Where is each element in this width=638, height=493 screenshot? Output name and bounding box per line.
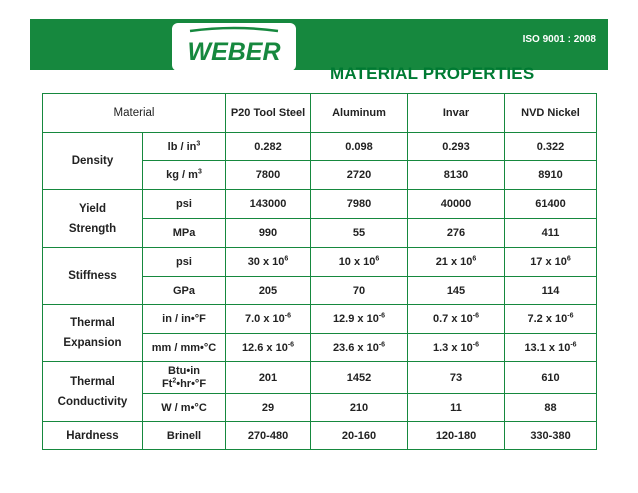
- table-row: [43, 422, 597, 450]
- property-density: Density: [43, 133, 143, 190]
- table-row: [43, 305, 597, 334]
- value-cell: 29: [226, 394, 311, 422]
- value-cell: 13.1 x $10^{-6}$: [505, 334, 597, 362]
- value-cell: 114: [505, 277, 597, 305]
- value-cell: 23.6 x $10^{-6}$: [311, 334, 408, 362]
- unit-cell: mm / mm•°C: [143, 334, 226, 362]
- value-cell: 276: [408, 219, 505, 248]
- property-hardness: Hardness: [43, 422, 143, 450]
- table-row: [43, 362, 597, 394]
- header-aluminum: Aluminum: [311, 94, 408, 133]
- value-cell: 120-180: [408, 422, 505, 450]
- value-cell: 12.6 x $10^{-6}$: [226, 334, 311, 362]
- header-banner: [30, 19, 608, 70]
- header-nvd-nickel: NVD Nickel: [505, 94, 597, 133]
- value-cell: 12.9 x $10^{-6}$: [311, 305, 408, 334]
- table-row: [43, 133, 597, 161]
- unit-cell: psi: [143, 190, 226, 219]
- unit-cell: psi: [143, 248, 226, 277]
- property-thermal-expansion: Thermal Expansion: [43, 305, 143, 362]
- value-cell: 205: [226, 277, 311, 305]
- value-cell: 7980: [311, 190, 408, 219]
- value-cell: 330-380: [505, 422, 597, 450]
- value-cell: 7800: [226, 161, 311, 190]
- value-cell: 7.2 x $10^{-6}$: [505, 305, 597, 334]
- value-cell: 0.293: [408, 133, 505, 161]
- value-cell: 0.322: [505, 133, 597, 161]
- unit-cell: Brinell: [143, 422, 226, 450]
- value-cell: 201: [226, 362, 311, 394]
- material-properties-table: [42, 93, 597, 450]
- unit-cell: kg / $m^3$: [143, 161, 226, 190]
- value-cell: 1452: [311, 362, 408, 394]
- unit-cell: GPa: [143, 277, 226, 305]
- value-cell: 1.3 x $10^{-6}$: [408, 334, 505, 362]
- table-row: [43, 248, 597, 277]
- value-cell: 8910: [505, 161, 597, 190]
- value-cell: 30 x $10^6$: [226, 248, 311, 277]
- value-cell: 0.098: [311, 133, 408, 161]
- value-cell: 0.7 x $10^{-6}$: [408, 305, 505, 334]
- value-cell: 145: [408, 277, 505, 305]
- unit-cell: W / m•°C: [143, 394, 226, 422]
- value-cell: 11: [408, 394, 505, 422]
- value-cell: 20-160: [311, 422, 408, 450]
- property-yield-strength: Yield Strength: [43, 190, 143, 248]
- value-cell: 143000: [226, 190, 311, 219]
- unit-cell: MPa: [143, 219, 226, 248]
- value-cell: 270-480: [226, 422, 311, 450]
- logo-text: WEBER: [187, 38, 281, 66]
- value-cell: 7.0 x $10^{-6}$: [226, 305, 311, 334]
- weber-logo: [172, 23, 296, 71]
- value-cell: 40000: [408, 190, 505, 219]
- header-invar: Invar: [408, 94, 505, 133]
- header-p20: P20 Tool Steel: [226, 94, 311, 133]
- value-cell: 10 x $10^6$: [311, 248, 408, 277]
- value-cell: 2720: [311, 161, 408, 190]
- value-cell: 8130: [408, 161, 505, 190]
- unit-cell: in / in•°F: [143, 305, 226, 334]
- value-cell: 17 x $10^6$: [505, 248, 597, 277]
- property-thermal-conductivity: Thermal Conductivity: [43, 362, 143, 422]
- value-cell: 55: [311, 219, 408, 248]
- table-row: [43, 190, 597, 219]
- value-cell: 21 x $10^6$: [408, 248, 505, 277]
- page-title: MATERIAL PROPERTIES: [330, 64, 535, 83]
- value-cell: 88: [505, 394, 597, 422]
- iso-label: ISO 9001 : 2008: [522, 34, 596, 45]
- header-material: Material: [43, 94, 226, 133]
- unit-cell: lb / $in^3$: [143, 133, 226, 161]
- value-cell: 411: [505, 219, 597, 248]
- value-cell: 73: [408, 362, 505, 394]
- value-cell: 610: [505, 362, 597, 394]
- value-cell: 70: [311, 277, 408, 305]
- value-cell: 210: [311, 394, 408, 422]
- property-stiffness: Stiffness: [43, 248, 143, 305]
- table-header-row: [43, 94, 597, 133]
- unit-cell: Btu•in Ft$^2$•hr•°F: [143, 362, 226, 394]
- value-cell: 990: [226, 219, 311, 248]
- value-cell: 61400: [505, 190, 597, 219]
- value-cell: 0.282: [226, 133, 311, 161]
